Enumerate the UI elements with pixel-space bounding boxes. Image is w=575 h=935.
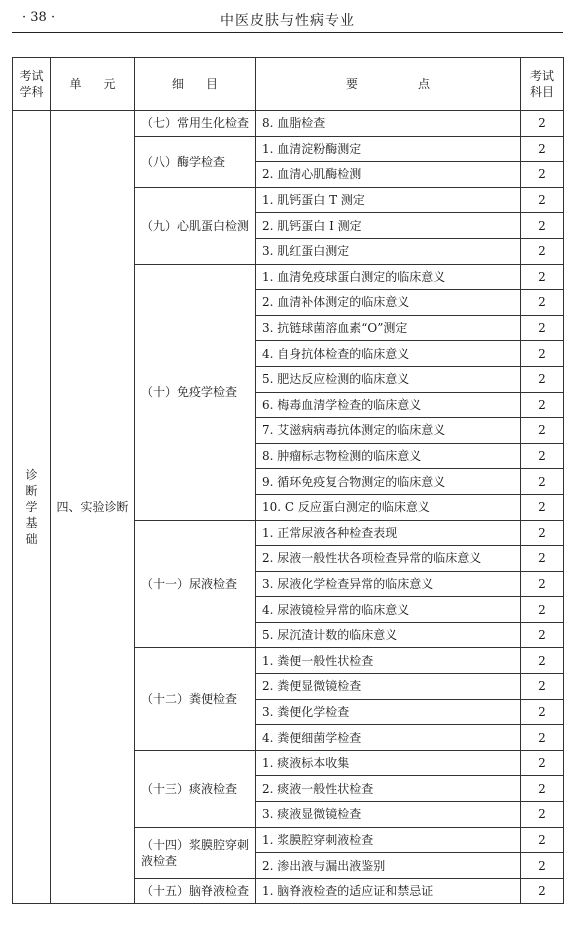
level-cell: 2 [521,853,564,879]
level-cell: 2 [521,290,564,316]
level-cell: 2 [521,238,564,264]
point-cell: 1. 血清淀粉酶测定 [256,136,521,162]
item-cell: （十二）粪便检查 [135,648,256,750]
level-cell: 2 [521,213,564,239]
level-cell: 2 [521,571,564,597]
header-item: 细 目 [135,58,256,111]
page-header [12,6,563,32]
point-cell: 2. 粪便显微镜检查 [256,674,521,700]
header-point: 要 点 [256,58,521,111]
header-unit: 单 元 [51,58,135,111]
table-row [13,111,564,137]
point-cell: 5. 肥达反应检测的临床意义 [256,366,521,392]
point-cell: 3. 粪便化学检查 [256,699,521,725]
level-cell: 2 [521,699,564,725]
table-body [13,111,564,904]
level-cell: 2 [521,776,564,802]
point-cell: 1. 正常尿液各种检查表现 [256,520,521,546]
level-cell: 2 [521,443,564,469]
point-cell: 4. 尿液镜检异常的临床意义 [256,597,521,623]
point-cell: 5. 尿沉渣计数的临床意义 [256,622,521,648]
level-cell: 2 [521,725,564,751]
book-title: 中医皮肤与性病专业 [220,13,355,29]
level-cell: 2 [521,520,564,546]
table-header-row [13,58,564,111]
point-cell: 3. 尿液化学检查异常的临床意义 [256,571,521,597]
level-cell: 2 [521,315,564,341]
level-cell: 2 [521,622,564,648]
level-cell: 2 [521,136,564,162]
point-cell: 1. 粪便一般性状检查 [256,648,521,674]
point-cell: 4. 粪便细菌学检查 [256,725,521,751]
point-cell: 1. 肌钙蛋白 T 测定 [256,187,521,213]
level-cell: 2 [521,802,564,828]
level-cell: 2 [521,597,564,623]
unit-cell: 四、实验诊断 [51,111,135,904]
level-cell: 2 [521,750,564,776]
level-cell: 2 [521,878,564,904]
level-cell: 2 [521,827,564,853]
point-cell: 9. 循环免疫复合物测定的临床意义 [256,469,521,495]
item-cell: （八）酶学检查 [135,136,256,187]
point-cell: 2. 渗出液与漏出液鉴别 [256,853,521,879]
point-cell: 2. 尿液一般性状各项检查异常的临床意义 [256,546,521,572]
level-cell: 2 [521,111,564,137]
item-cell: （十三）痰液检查 [135,750,256,827]
item-cell: （十）免疫学检查 [135,264,256,520]
level-cell: 2 [521,546,564,572]
point-cell: 2. 痰液一般性状检查 [256,776,521,802]
item-cell: （十四）浆膜腔穿刺液检查 [135,827,256,878]
level-cell: 2 [521,187,564,213]
level-cell: 2 [521,366,564,392]
point-cell: 7. 艾滋病病毒抗体测定的临床意义 [256,418,521,444]
point-cell: 1. 浆膜腔穿刺液检查 [256,827,521,853]
item-cell: （十五）脑脊液检查 [135,878,256,904]
page-number: · 38 · [22,10,56,25]
level-cell: 2 [521,469,564,495]
item-cell: （七）常用生化检查 [135,111,256,137]
level-cell: 2 [521,648,564,674]
point-cell: 3. 肌红蛋白测定 [256,238,521,264]
syllabus-table [12,57,564,904]
point-cell: 2. 肌钙蛋白 I 测定 [256,213,521,239]
point-cell: 1. 血清免疫球蛋白测定的临床意义 [256,264,521,290]
point-cell: 8. 血脂检查 [256,111,521,137]
point-cell: 2. 血清心肌酶检测 [256,162,521,188]
level-cell: 2 [521,418,564,444]
point-cell: 3. 痰液显微镜检查 [256,802,521,828]
header-level: 考试 科目 [521,58,564,111]
point-cell: 6. 梅毒血清学检查的临床意义 [256,392,521,418]
point-cell: 1. 痰液标本收集 [256,750,521,776]
point-cell: 2. 血清补体测定的临床意义 [256,290,521,316]
level-cell: 2 [521,341,564,367]
subject-cell: 诊 断 学 基 础 [13,111,51,904]
point-cell: 4. 自身抗体检查的临床意义 [256,341,521,367]
level-cell: 2 [521,162,564,188]
item-cell: （十一）尿液检查 [135,520,256,648]
point-cell: 3. 抗链球菌溶血素“O”测定 [256,315,521,341]
level-cell: 2 [521,494,564,520]
item-cell: （九）心肌蛋白检测 [135,187,256,264]
point-cell: 1. 脑脊液检查的适应证和禁忌证 [256,878,521,904]
level-cell: 2 [521,264,564,290]
point-cell: 8. 肿瘤标志物检测的临床意义 [256,443,521,469]
header-subject: 考试 学科 [13,58,51,111]
level-cell: 2 [521,674,564,700]
point-cell: 10. C 反应蛋白测定的临床意义 [256,494,521,520]
level-cell: 2 [521,392,564,418]
header-rule [12,32,563,33]
